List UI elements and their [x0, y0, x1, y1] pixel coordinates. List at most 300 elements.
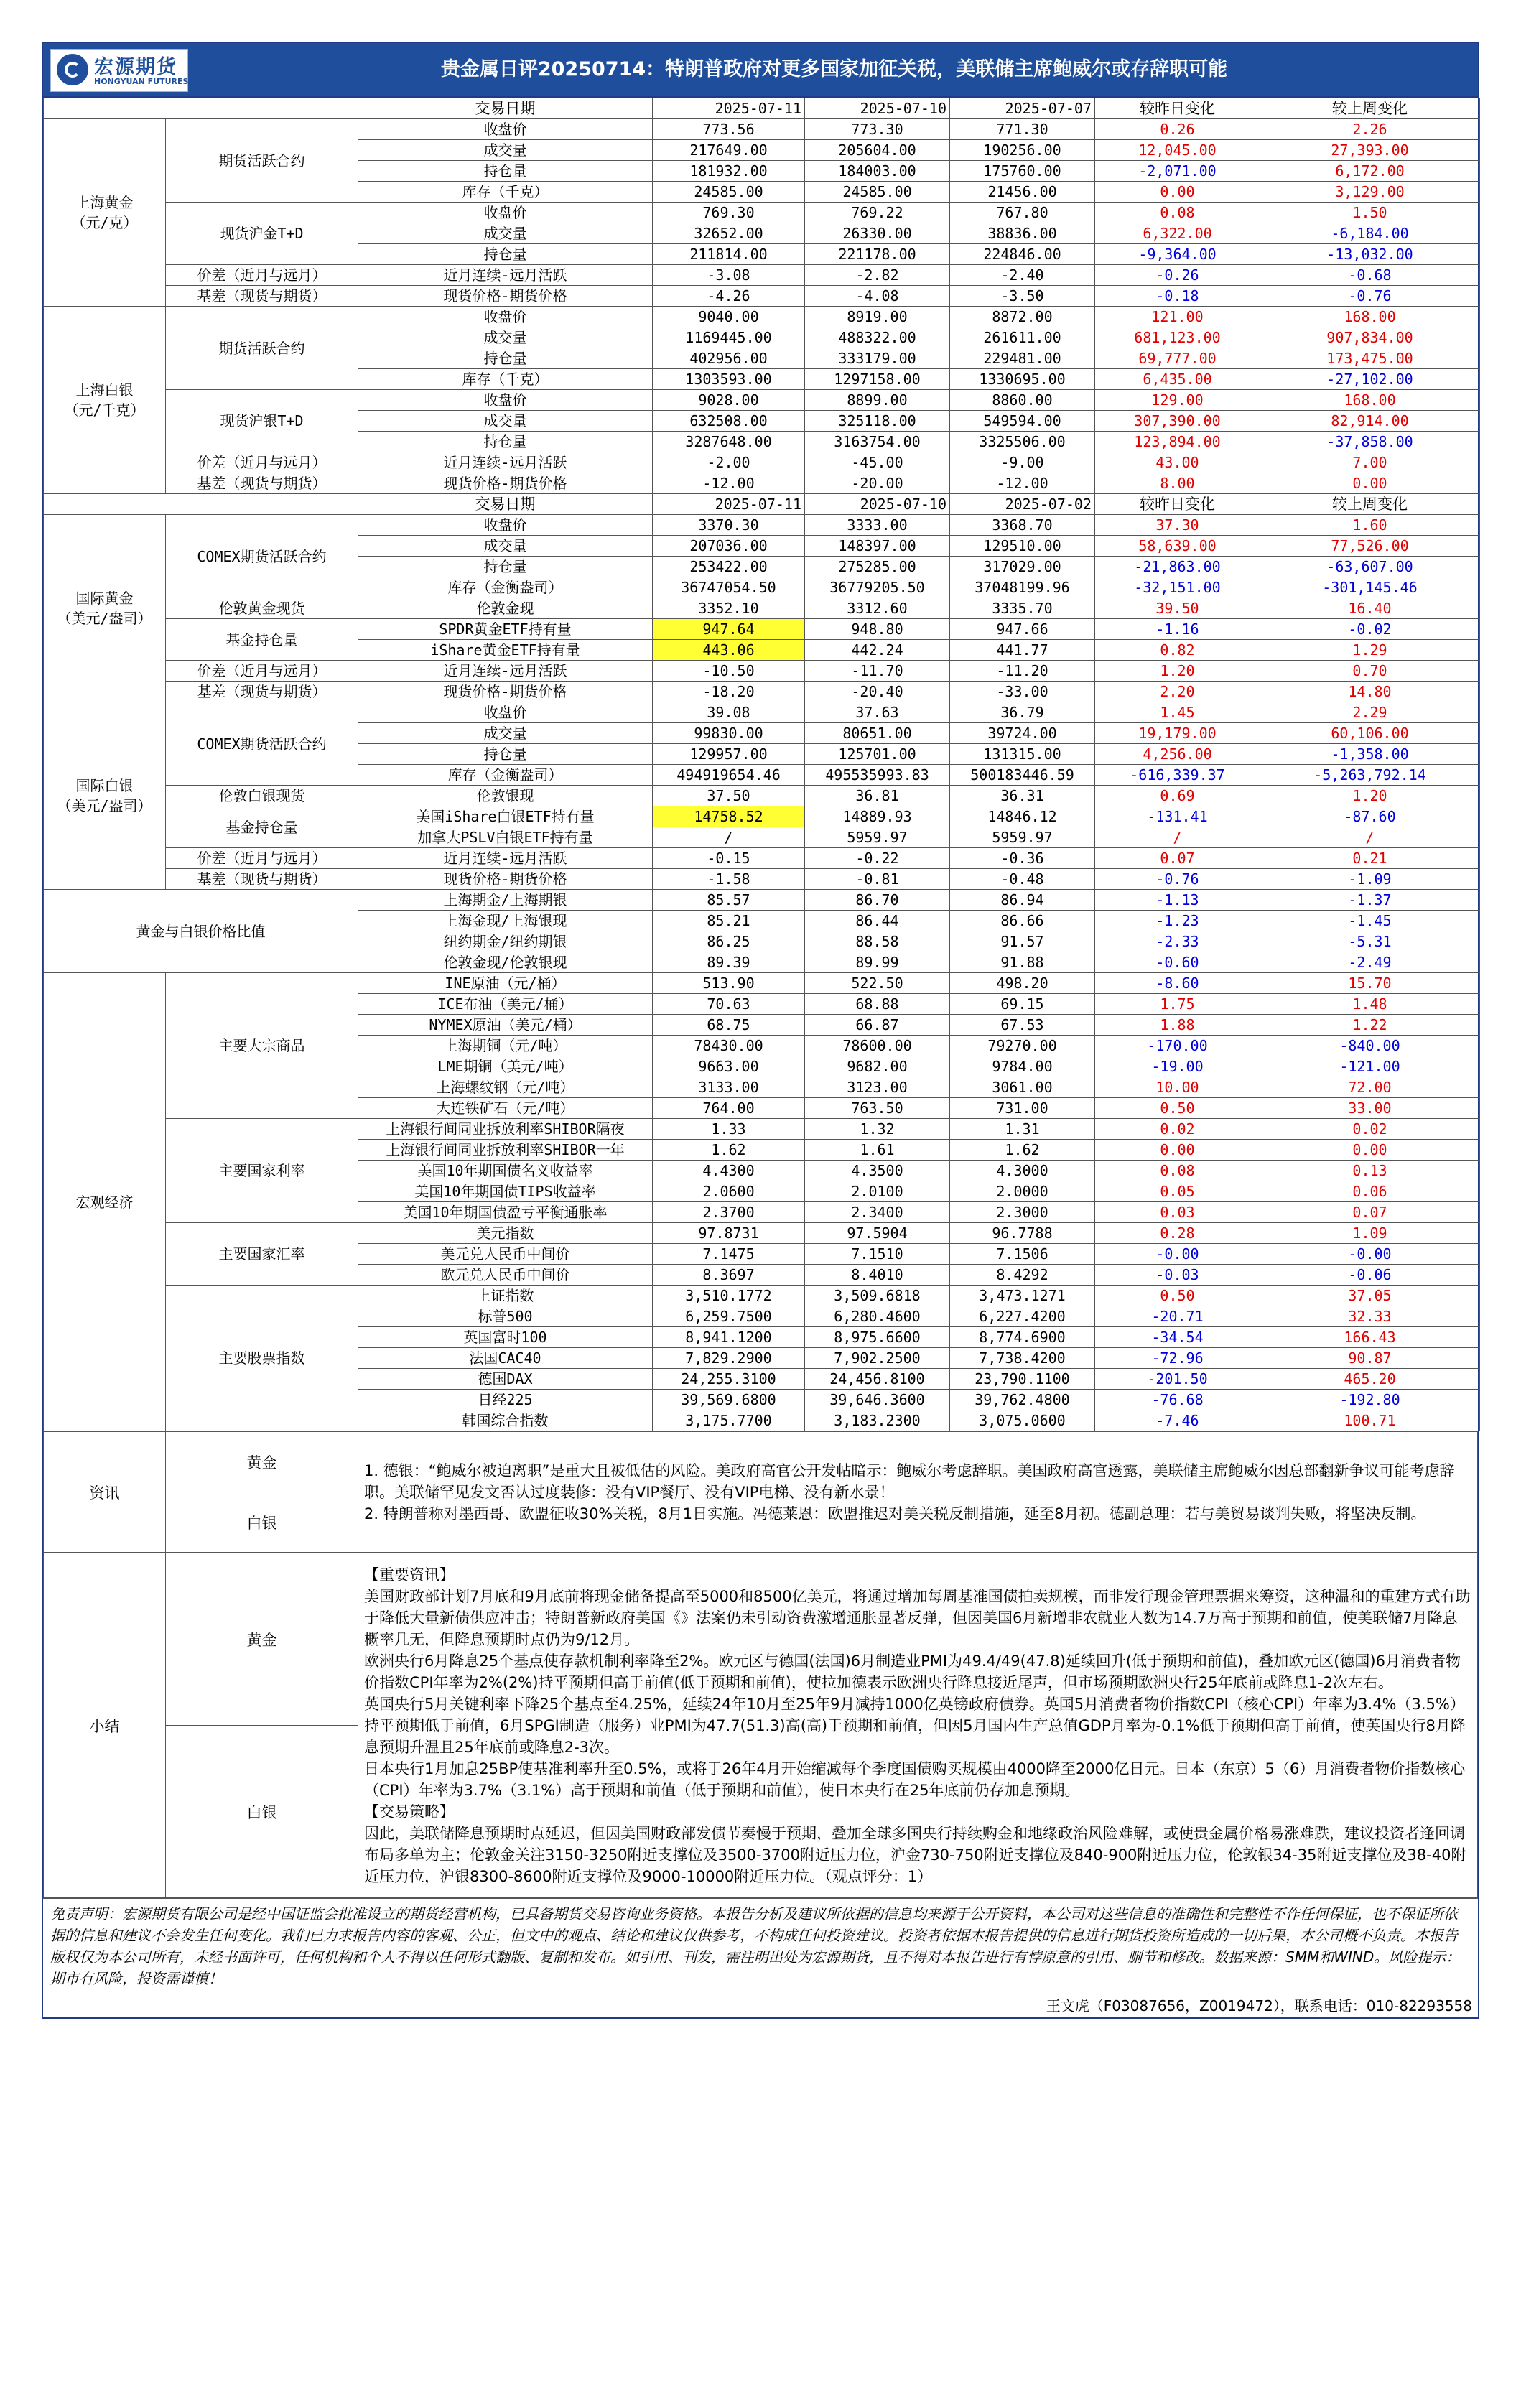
value-cell: 9682.00 [805, 1056, 950, 1077]
value-cell: 24585.00 [653, 182, 805, 203]
item-close: 收盘价 [358, 203, 653, 223]
value-cell: -4.08 [805, 286, 950, 307]
section-intl-gold: 国际黄金 （美元/盎司） [44, 515, 166, 702]
value-cell: -3.08 [653, 265, 805, 286]
value-cell: 97.5904 [805, 1223, 950, 1244]
value-cell: 7,829.2900 [653, 1348, 805, 1369]
value-cell: -2.82 [805, 265, 950, 286]
change-day-cell: -0.60 [1095, 952, 1260, 973]
change-day-cell: 69,777.00 [1095, 348, 1260, 369]
header-change-week: 较上周变化 [1260, 98, 1480, 119]
change-week-cell: 1.20 [1260, 786, 1480, 806]
item-open-interest: 持仓量 [358, 244, 653, 265]
change-week-cell: 168.00 [1260, 390, 1480, 411]
change-week-cell: -0.76 [1260, 286, 1480, 307]
value-cell: 175760.00 [950, 161, 1095, 182]
value-cell: 211814.00 [653, 244, 805, 265]
change-day-cell: -19.00 [1095, 1056, 1260, 1077]
item-label: 上海螺纹钢（元/吨） [358, 1077, 653, 1098]
summary-paragraph-4: 日本央行1月加息25BP使基准利率升至0.5%，或将于26年4月开始缩减每个季度国债购买规模由4000降至2000亿日元。日本（东京）5（6）月消费者物价指数核心（CPI）年率为3.7%（3.1%）高于预期和前值（低于预期和前值），使日本央行在25年底前仍存加息预期。 [364, 1759, 1466, 1799]
sub-basis: 基差（现货与期货） [166, 473, 358, 494]
change-week-cell: -37,858.00 [1260, 432, 1480, 452]
value-cell: 3,183.2300 [805, 1410, 950, 1431]
value-cell: 767.80 [950, 203, 1095, 223]
value-cell: 763.50 [805, 1098, 950, 1119]
value-cell: 39,569.6800 [653, 1390, 805, 1410]
summary-silver-label: 白银 [166, 1726, 358, 1898]
item-label: ICE布油（美元/桶） [358, 994, 653, 1015]
value-cell: 632508.00 [653, 411, 805, 432]
item-label: 纽约期金/纽约期银 [358, 931, 653, 952]
value-cell: -45.00 [805, 452, 950, 473]
table-row [44, 286, 1480, 307]
value-cell: 1.32 [805, 1119, 950, 1140]
change-day-cell: -1.23 [1095, 911, 1260, 931]
value-cell: -20.40 [805, 682, 950, 702]
value-cell: -1.58 [653, 869, 805, 890]
change-week-cell: 32.33 [1260, 1306, 1480, 1327]
change-day-cell: 0.02 [1095, 1119, 1260, 1140]
change-week-cell: -87.60 [1260, 806, 1480, 827]
change-week-cell: 16.40 [1260, 598, 1480, 619]
table-row [44, 390, 1480, 411]
value-cell: 1.31 [950, 1119, 1095, 1140]
value-cell: 80651.00 [805, 723, 950, 744]
change-week-cell: -0.68 [1260, 265, 1480, 286]
header-date-2: 2025-07-10 [805, 98, 950, 119]
item-inventory: 库存（千克） [358, 182, 653, 203]
news-body [358, 1432, 1478, 1553]
table-row [44, 1223, 1480, 1244]
value-cell: 67.53 [950, 1015, 1095, 1036]
sub-basis: 基差（现货与期货） [166, 682, 358, 702]
value-cell: 37.50 [653, 786, 805, 806]
logo-name-en: HONGYUAN FUTURES [94, 77, 189, 86]
value-cell: 1.33 [653, 1119, 805, 1140]
value-cell: 131315.00 [950, 744, 1095, 765]
table-row [44, 307, 1480, 327]
value-cell: -18.20 [653, 682, 805, 702]
change-week-cell: 82,914.00 [1260, 411, 1480, 432]
value-cell: 771.30 [950, 119, 1095, 140]
change-day-cell: 0.03 [1095, 1202, 1260, 1223]
value-cell: 3,075.0600 [950, 1410, 1095, 1431]
change-week-cell: / [1260, 827, 1480, 848]
table-row [44, 973, 1480, 994]
value-cell: 224846.00 [950, 244, 1095, 265]
item-london-spot: 伦敦金现 [358, 598, 653, 619]
value-cell: 69.15 [950, 994, 1095, 1015]
sub-interest-rates: 主要国家利率 [166, 1119, 358, 1223]
value-cell: 68.75 [653, 1015, 805, 1036]
value-cell: -0.36 [950, 848, 1095, 869]
item-close: 收盘价 [358, 307, 653, 327]
value-cell: 947.64 [653, 619, 805, 640]
value-cell: -0.22 [805, 848, 950, 869]
value-cell: 205604.00 [805, 140, 950, 161]
change-day-cell: 12,045.00 [1095, 140, 1260, 161]
item-open-interest: 持仓量 [358, 744, 653, 765]
change-day-cell: 58,639.00 [1095, 536, 1260, 557]
change-week-cell: -2.49 [1260, 952, 1480, 973]
value-cell: 207036.00 [653, 536, 805, 557]
value-cell: -12.00 [653, 473, 805, 494]
change-day-cell: -616,339.37 [1095, 765, 1260, 786]
value-cell: 129957.00 [653, 744, 805, 765]
item-close: 收盘价 [358, 702, 653, 723]
news-silver-label: 白银 [166, 1492, 358, 1553]
change-day-cell: 4,256.00 [1095, 744, 1260, 765]
value-cell: 495535993.83 [805, 765, 950, 786]
table-row [44, 848, 1480, 869]
change-week-cell: -5.31 [1260, 931, 1480, 952]
change-week-cell: 1.09 [1260, 1223, 1480, 1244]
item-label: 日经225 [358, 1390, 653, 1410]
item-close: 收盘价 [358, 390, 653, 411]
sub-spot-td: 现货沪银T+D [166, 390, 358, 452]
section-gold-silver-ratio: 黄金与白银价格比值 [44, 890, 358, 973]
value-cell: -0.15 [653, 848, 805, 869]
value-cell: -4.26 [653, 286, 805, 307]
value-cell: 8,941.1200 [653, 1327, 805, 1348]
value-cell: 78430.00 [653, 1036, 805, 1056]
value-cell: 3,510.1772 [653, 1286, 805, 1306]
value-cell: 32652.00 [653, 223, 805, 244]
change-week-cell: -0.06 [1260, 1265, 1480, 1286]
item-label: 大连铁矿石（元/吨） [358, 1098, 653, 1119]
value-cell: 769.22 [805, 203, 950, 223]
value-cell: 769.30 [653, 203, 805, 223]
news-category: 资讯 [44, 1432, 166, 1553]
change-day-cell: -201.50 [1095, 1369, 1260, 1390]
change-week-cell: 1.48 [1260, 994, 1480, 1015]
item-label: 美国10年期国债名义收益率 [358, 1161, 653, 1181]
item-open-interest: 持仓量 [358, 161, 653, 182]
change-day-cell: -9,364.00 [1095, 244, 1260, 265]
company-logo [50, 49, 188, 92]
value-cell: -11.20 [950, 661, 1095, 682]
value-cell: 2.0600 [653, 1181, 805, 1202]
item-basis: 现货价格-期货价格 [358, 286, 653, 307]
change-week-cell: 1.29 [1260, 640, 1480, 661]
item-etf-holding: SPDR黄金ETF持有量 [358, 619, 653, 640]
item-label: 美国10年期国债盈亏平衡通胀率 [358, 1202, 653, 1223]
item-label: INE原油（元/桶） [358, 973, 653, 994]
sub-spread: 价差（近月与远月） [166, 848, 358, 869]
change-week-cell: 33.00 [1260, 1098, 1480, 1119]
value-cell: 3163754.00 [805, 432, 950, 452]
item-open-interest: 持仓量 [358, 432, 653, 452]
header-change-day: 较昨日变化 [1095, 98, 1260, 119]
change-week-cell: 14.80 [1260, 682, 1480, 702]
sub-london-spot: 伦敦白银现货 [166, 786, 358, 806]
value-cell: 4.4300 [653, 1161, 805, 1181]
value-cell: 3333.00 [805, 515, 950, 536]
change-day-cell: 8.00 [1095, 473, 1260, 494]
change-week-cell: 3,129.00 [1260, 182, 1480, 203]
report-sheet [42, 42, 1479, 2019]
header-date-2: 2025-07-10 [805, 494, 950, 515]
sub-commodities: 主要大宗商品 [166, 973, 358, 1119]
item-inventory: 库存（金衡盎司） [358, 765, 653, 786]
item-label: 美元兑人民币中间价 [358, 1244, 653, 1265]
value-cell: 21456.00 [950, 182, 1095, 203]
change-week-cell: 1.50 [1260, 203, 1480, 223]
header-date-3: 2025-07-02 [950, 494, 1095, 515]
change-week-cell: 77,526.00 [1260, 536, 1480, 557]
value-cell: 3133.00 [653, 1077, 805, 1098]
change-day-cell: -131.41 [1095, 806, 1260, 827]
value-cell: 70.63 [653, 994, 805, 1015]
value-cell: 5959.97 [805, 827, 950, 848]
value-cell: 86.66 [950, 911, 1095, 931]
change-day-cell: -1.16 [1095, 619, 1260, 640]
change-week-cell: -1.37 [1260, 890, 1480, 911]
change-day-cell: 39.50 [1095, 598, 1260, 619]
change-week-cell: -1,358.00 [1260, 744, 1480, 765]
value-cell: 39,762.4800 [950, 1390, 1095, 1410]
value-cell: 402956.00 [653, 348, 805, 369]
change-day-cell: -72.96 [1095, 1348, 1260, 1369]
change-day-cell: -8.60 [1095, 973, 1260, 994]
change-week-cell: 2.29 [1260, 702, 1480, 723]
header-change-day: 较昨日变化 [1095, 494, 1260, 515]
item-spread: 近月连续-远月活跃 [358, 265, 653, 286]
news-gold-label: 黄金 [166, 1432, 358, 1492]
change-day-cell: 6,322.00 [1095, 223, 1260, 244]
report-header [43, 43, 1478, 98]
value-cell: 14846.12 [950, 806, 1095, 827]
change-day-cell: 2.20 [1095, 682, 1260, 702]
change-week-cell: 6,172.00 [1260, 161, 1480, 182]
value-cell: 181932.00 [653, 161, 805, 182]
change-week-cell: -301,145.46 [1260, 577, 1480, 598]
summary-heading-news: 【重要资讯】 [364, 1566, 455, 1584]
summary-paragraph-1: 美国财政部计划7月底和9月底前将现金储备提高至5000和8500亿美元，将通过增加每周基准国债拍卖规模，而非发行现金管理票据来筹资，这种温和的重建方式有助于降低大量新债供应冲击；特朗普新政府美国《》法案仍未引动资费激增通胀显著反弹，但因美国6月新增非农就业人数为14.7万高于预期和前值，使美联储7月降息概率几无，但降息预期时点仍为9/12月。 [364, 1587, 1471, 1648]
change-week-cell: 90.87 [1260, 1348, 1480, 1369]
value-cell: 39724.00 [950, 723, 1095, 744]
value-cell: 221178.00 [805, 244, 950, 265]
change-week-cell: 7.00 [1260, 452, 1480, 473]
value-cell: 6,259.7500 [653, 1306, 805, 1327]
value-cell: 89.99 [805, 952, 950, 973]
sub-basis: 基差（现货与期货） [166, 869, 358, 890]
value-cell: 184003.00 [805, 161, 950, 182]
value-cell: 549594.00 [950, 411, 1095, 432]
change-day-cell: 0.82 [1095, 640, 1260, 661]
value-cell: 498.20 [950, 973, 1095, 994]
value-cell: 3123.00 [805, 1077, 950, 1098]
value-cell: 86.94 [950, 890, 1095, 911]
change-day-cell: 0.08 [1095, 203, 1260, 223]
change-day-cell: 6,435.00 [1095, 369, 1260, 390]
change-day-cell: 123,894.00 [1095, 432, 1260, 452]
item-label: 上海金现/上海银现 [358, 911, 653, 931]
change-day-cell: 1.88 [1095, 1015, 1260, 1036]
item-spread: 近月连续-远月活跃 [358, 661, 653, 682]
change-day-cell: -0.00 [1095, 1244, 1260, 1265]
value-cell: 2.0000 [950, 1181, 1095, 1202]
table-row [44, 702, 1480, 723]
table-row [44, 119, 1480, 140]
item-label: 韩国综合指数 [358, 1410, 653, 1431]
change-week-cell: 465.20 [1260, 1369, 1480, 1390]
change-day-cell: 0.00 [1095, 1140, 1260, 1161]
item-spread: 近月连续-远月活跃 [358, 452, 653, 473]
value-cell: 229481.00 [950, 348, 1095, 369]
change-week-cell: 166.43 [1260, 1327, 1480, 1348]
section-shanghai-silver: 上海白银 （元/千克） [44, 307, 166, 494]
table-row [44, 265, 1480, 286]
section-shanghai-gold: 上海黄金 （元/克） [44, 119, 166, 307]
change-week-cell: 1.60 [1260, 515, 1480, 536]
value-cell: 442.24 [805, 640, 950, 661]
item-volume: 成交量 [358, 723, 653, 744]
value-cell: -0.81 [805, 869, 950, 890]
item-label: NYMEX原油（美元/桶） [358, 1015, 653, 1036]
item-label: 上海期金/上海期银 [358, 890, 653, 911]
value-cell: 1.61 [805, 1140, 950, 1161]
value-cell: -12.00 [950, 473, 1095, 494]
change-week-cell: 72.00 [1260, 1077, 1480, 1098]
value-cell: 2.3000 [950, 1202, 1095, 1223]
value-cell: 253422.00 [653, 557, 805, 577]
value-cell: 3,175.7700 [653, 1410, 805, 1431]
value-cell: 129510.00 [950, 536, 1095, 557]
change-day-cell: -34.54 [1095, 1327, 1260, 1348]
value-cell: 38836.00 [950, 223, 1095, 244]
value-cell: 8899.00 [805, 390, 950, 411]
summary-paragraph-5: 因此，美联储降息预期时点延迟，但因美国财政部发债节奏慢于预期，叠加全球多国央行持续购金和地缘政治风险难解，或使贵金属价格易涨难跌，建议投资者逢回调布局多单为主；伦敦金关注3150-3250附近支撑位及3500-3700附近压力位，沪金730-750附近支撑位及840-900附近压力位，伦敦银34-35附近支撑位及38-40附近压力位，沪银8300-8600附近支撑位及9000-10000附近压力位。（观点评分：1） [364, 1824, 1466, 1885]
change-day-cell: 19,179.00 [1095, 723, 1260, 744]
value-cell: 14889.93 [805, 806, 950, 827]
value-cell: 3368.70 [950, 515, 1095, 536]
change-week-cell: 27,393.00 [1260, 140, 1480, 161]
change-week-cell: 37.05 [1260, 1286, 1480, 1306]
sub-fund-holdings: 基金持仓量 [166, 806, 358, 848]
change-day-cell: 681,123.00 [1095, 327, 1260, 348]
change-week-cell: 0.06 [1260, 1181, 1480, 1202]
news-paragraph-2: 2. 特朗普称对墨西哥、欧盟征收30%关税，8月1日实施。冯德莱恩：欧盟推迟对美关税反制措施，延至8月初。德副总理：若与美贸易谈判失败，将坚决反制。 [364, 1505, 1426, 1523]
value-cell: 3370.30 [653, 515, 805, 536]
summary-section [43, 1553, 1478, 1898]
change-week-cell: 0.21 [1260, 848, 1480, 869]
value-cell: 8.3697 [653, 1265, 805, 1286]
value-cell: 36.79 [950, 702, 1095, 723]
value-cell: 7.1475 [653, 1244, 805, 1265]
value-cell: 441.77 [950, 640, 1095, 661]
item-label: 英国富时100 [358, 1327, 653, 1348]
value-cell: -2.40 [950, 265, 1095, 286]
table-row [44, 494, 1480, 515]
sub-fund-holdings: 基金持仓量 [166, 619, 358, 661]
item-label: LME期铜（美元/吨） [358, 1056, 653, 1077]
value-cell: 494919654.46 [653, 765, 805, 786]
change-week-cell: 1.22 [1260, 1015, 1480, 1036]
item-label: 上证指数 [358, 1286, 653, 1306]
news-section [43, 1431, 1478, 1553]
change-week-cell: -13,032.00 [1260, 244, 1480, 265]
change-day-cell: 10.00 [1095, 1077, 1260, 1098]
value-cell: -2.00 [653, 452, 805, 473]
item-volume: 成交量 [358, 327, 653, 348]
value-cell: 85.21 [653, 911, 805, 931]
value-cell: 522.50 [805, 973, 950, 994]
logo-name-cn: 宏源期货 [94, 56, 177, 78]
sub-futures-main: 期货活跃合约 [166, 307, 358, 390]
value-cell: 5959.97 [950, 827, 1095, 848]
value-cell: 333179.00 [805, 348, 950, 369]
change-day-cell: / [1095, 827, 1260, 848]
change-day-cell: 0.28 [1095, 1223, 1260, 1244]
change-day-cell: -1.13 [1095, 890, 1260, 911]
disclaimer: 免责声明：宏源期货有限公司是经中国证监会批准设立的期货经营机构，已具备期货交易咨询业务资格。本报告分析及建议所依据的信息均来源于公开资料，本公司对这些信息的准确性和完整性不作任何保证，也不保证所依据的信息和建议不会发生任何变化。我们已力求报告内容的客观、公正，但文中的观点、结论和建议仅供参考，不构成任何投资建议。投资者依据本报告提供的信息进行期货投资所造成的一切后果，本公司概不负责。本报告版权仅为本公司所有，未经书面许可，任何机构和个人不得以任何形式翻版、复制和发布。如引用、刊发，需注明出处为宏源期货，且不得对本报告进行有悖原意的引用、删节和修改。数据来源：SMM和WIND。风险提示：期市有风险，投资需谨慎！ [43, 1898, 1478, 1994]
change-day-cell: 129.00 [1095, 390, 1260, 411]
change-week-cell: 0.00 [1260, 473, 1480, 494]
change-day-cell: 0.05 [1095, 1181, 1260, 1202]
value-cell: 317029.00 [950, 557, 1095, 577]
item-volume: 成交量 [358, 223, 653, 244]
item-basis: 现货价格-期货价格 [358, 682, 653, 702]
change-day-cell: -0.76 [1095, 869, 1260, 890]
value-cell: 24585.00 [805, 182, 950, 203]
change-week-cell: -27,102.00 [1260, 369, 1480, 390]
sub-exchange-rates: 主要国家汇率 [166, 1223, 358, 1286]
change-week-cell: 0.13 [1260, 1161, 1480, 1181]
value-cell: 91.88 [950, 952, 1095, 973]
value-cell: 86.44 [805, 911, 950, 931]
change-day-cell: 43.00 [1095, 452, 1260, 473]
value-cell: 8860.00 [950, 390, 1095, 411]
change-day-cell: 0.50 [1095, 1098, 1260, 1119]
change-week-cell: 2.26 [1260, 119, 1480, 140]
item-label: 欧元兑人民币中间价 [358, 1265, 653, 1286]
item-volume: 成交量 [358, 536, 653, 557]
table-row [44, 661, 1480, 682]
value-cell: 66.87 [805, 1015, 950, 1036]
value-cell: 36779205.50 [805, 577, 950, 598]
change-day-cell: -0.18 [1095, 286, 1260, 307]
value-cell: 773.30 [805, 119, 950, 140]
value-cell: 1297158.00 [805, 369, 950, 390]
value-cell: 96.7788 [950, 1223, 1095, 1244]
table-row [44, 619, 1480, 640]
summary-heading-strategy: 【交易策略】 [364, 1803, 455, 1821]
value-cell: 78600.00 [805, 1036, 950, 1056]
value-cell: 125701.00 [805, 744, 950, 765]
hongyuan-logo-icon [57, 54, 88, 85]
change-day-cell: 1.45 [1095, 702, 1260, 723]
header-blank [44, 494, 358, 515]
change-week-cell: -0.00 [1260, 1244, 1480, 1265]
sub-comex-main: COMEX期货活跃合约 [166, 702, 358, 786]
value-cell: 4.3500 [805, 1161, 950, 1181]
value-cell: / [653, 827, 805, 848]
value-cell: 36.31 [950, 786, 1095, 806]
sub-futures-main: 期货活跃合约 [166, 119, 358, 203]
sub-basis: 基差（现货与期货） [166, 286, 358, 307]
value-cell: 190256.00 [950, 140, 1095, 161]
value-cell: 88.58 [805, 931, 950, 952]
value-cell: 217649.00 [653, 140, 805, 161]
value-cell: 148397.00 [805, 536, 950, 557]
value-cell: -10.50 [653, 661, 805, 682]
change-week-cell: 0.00 [1260, 1140, 1480, 1161]
value-cell: 325118.00 [805, 411, 950, 432]
change-day-cell: 307,390.00 [1095, 411, 1260, 432]
value-cell: 9663.00 [653, 1056, 805, 1077]
value-cell: 2.3400 [805, 1202, 950, 1223]
